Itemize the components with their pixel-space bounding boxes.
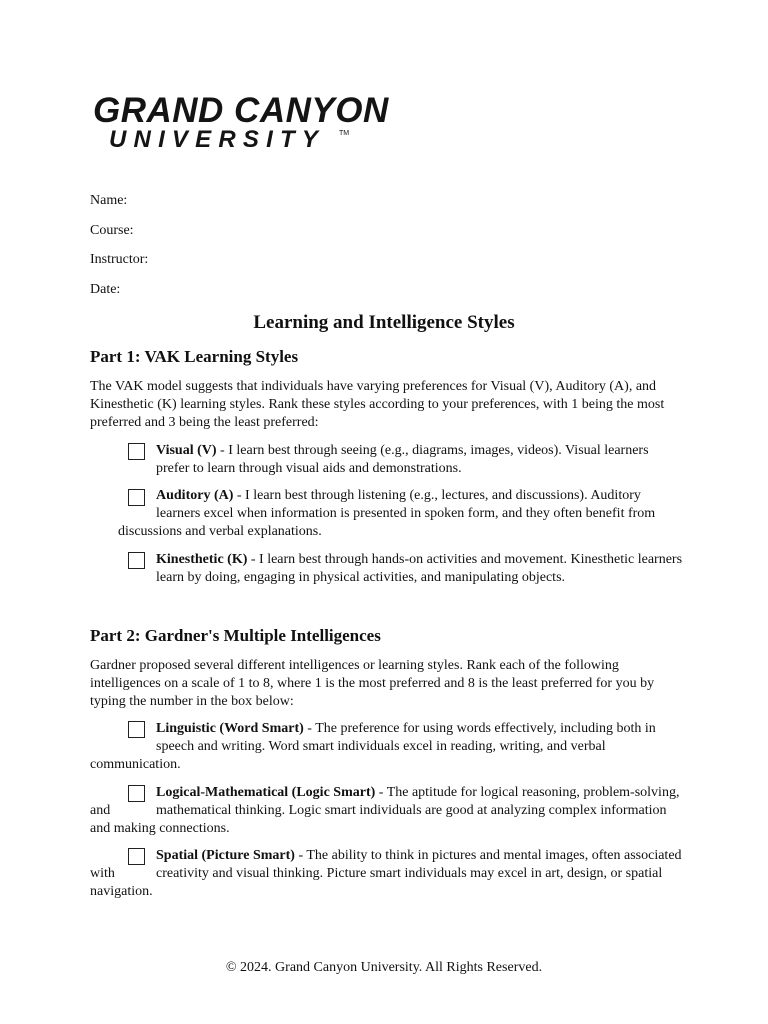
auditory-desc-line3 — [118, 523, 322, 541]
university-logo-line2: UNIVERSITY — [109, 126, 326, 153]
part1-intro — [90, 378, 690, 432]
part1-intro-line: preferred and 3 being the least preferred: — [90, 415, 319, 430]
instructor-field-label: Instructor: — [90, 252, 149, 267]
spatial-desc-line2: creativity and visual thinking. Picture smart individuals may excel in art, design, or spatial — [156, 866, 663, 881]
kinesthetic-desc-line2: learn by doing, engaging in physical activities, and manipulating objects. — [156, 570, 566, 585]
part2-intro — [90, 657, 690, 711]
spatial-desc: - The ability to think in pictures and mental images, often associated — [294, 848, 682, 863]
university-logo-line1: GRAND CANYON — [93, 91, 389, 130]
visual-term: Visual (V) — [156, 443, 217, 458]
spatial-item — [156, 847, 682, 883]
logical-term: Logical-Mathematical (Logic Smart) — [156, 785, 376, 800]
spatial-term: Spatial (Picture Smart) — [156, 848, 295, 863]
auditory-term: Auditory (A) — [156, 488, 234, 503]
auditory-desc: - I learn best through listening (e.g., lectures, and discussions). Auditory — [233, 488, 641, 503]
linguistic-desc-line3-text: communication. — [90, 757, 181, 772]
trademark-mark: TM — [339, 130, 350, 137]
spatial-desc-line3 — [90, 883, 153, 901]
kinesthetic-item — [156, 551, 682, 587]
name-field-label: Name: — [90, 193, 128, 208]
date-field-label: Date: — [90, 282, 121, 297]
spatial-desc-line3-text: navigation. — [90, 884, 153, 899]
linguistic-term: Linguistic (Word Smart) — [156, 721, 304, 736]
spatial-rank-checkbox[interactable] — [128, 848, 145, 865]
linguistic-desc-line2: speech and writing. Word smart individuals excel in reading, writing, and verbal — [156, 739, 606, 754]
kinesthetic-term: Kinesthetic (K) — [156, 552, 248, 567]
auditory-desc-line2: learners excel when information is presented in spoken form, and they often benefit from — [156, 506, 656, 521]
kinesthetic-desc: - I learn best through hands-on activities and movement. Kinesthetic learners — [247, 552, 683, 567]
kinesthetic-rank-checkbox[interactable] — [128, 552, 145, 569]
part1-intro-line: Kinesthetic (K) learning styles. Rank these styles according to your preferences, with 1 being the most — [90, 397, 665, 412]
auditory-desc-line3-text: discussions and verbal explanations. — [118, 524, 322, 539]
logical-line2-prefix: and — [90, 803, 111, 818]
part2-heading: Part 2: Gardner's Multiple Intelligences — [90, 626, 381, 645]
page-title: Learning and Intelligence Styles — [253, 312, 515, 333]
course-field-label: Course: — [90, 223, 134, 238]
linguistic-desc: - The preference for using words effectively, including both in — [303, 721, 656, 736]
part2-intro-line: intelligences on a scale of 1 to 8, where 1 is the most preferred and 8 is the least preferred for you by — [90, 676, 655, 691]
linguistic-item — [156, 720, 656, 756]
logical-desc-line2: mathematical thinking. Logic smart individuals are good at analyzing complex information — [156, 803, 667, 818]
logical-item — [156, 784, 679, 820]
auditory-item — [156, 487, 655, 523]
part2-intro-line: Gardner proposed several different intelligences or learning styles. Rank each of the following — [90, 658, 619, 673]
visual-rank-checkbox[interactable] — [128, 443, 145, 460]
visual-item — [156, 442, 649, 478]
linguistic-desc-line3 — [90, 756, 181, 774]
part1-intro-line: The VAK model suggests that individuals have varying preferences for Visual (V), Auditory (A), and — [90, 379, 657, 394]
logical-desc: - The aptitude for logical reasoning, problem-solving, — [375, 785, 680, 800]
part2-intro-line: typing the number in the box below: — [90, 694, 294, 709]
visual-desc-line2: prefer to learn through visual aids and demonstrations. — [156, 461, 462, 476]
visual-desc: - I learn best through seeing (e.g., diagrams, images, videos). Visual learners — [216, 443, 649, 458]
copyright-footer: © 2024. Grand Canyon University. All Rights Reserved. — [225, 960, 543, 975]
linguistic-rank-checkbox[interactable] — [128, 721, 145, 738]
spatial-line2-prefix: with — [90, 866, 115, 881]
logical-desc-line3 — [90, 820, 230, 838]
auditory-rank-checkbox[interactable] — [128, 489, 145, 506]
logical-desc-line3-text: and making connections. — [90, 821, 230, 836]
part1-heading: Part 1: VAK Learning Styles — [90, 347, 299, 366]
logical-rank-checkbox[interactable] — [128, 785, 145, 802]
